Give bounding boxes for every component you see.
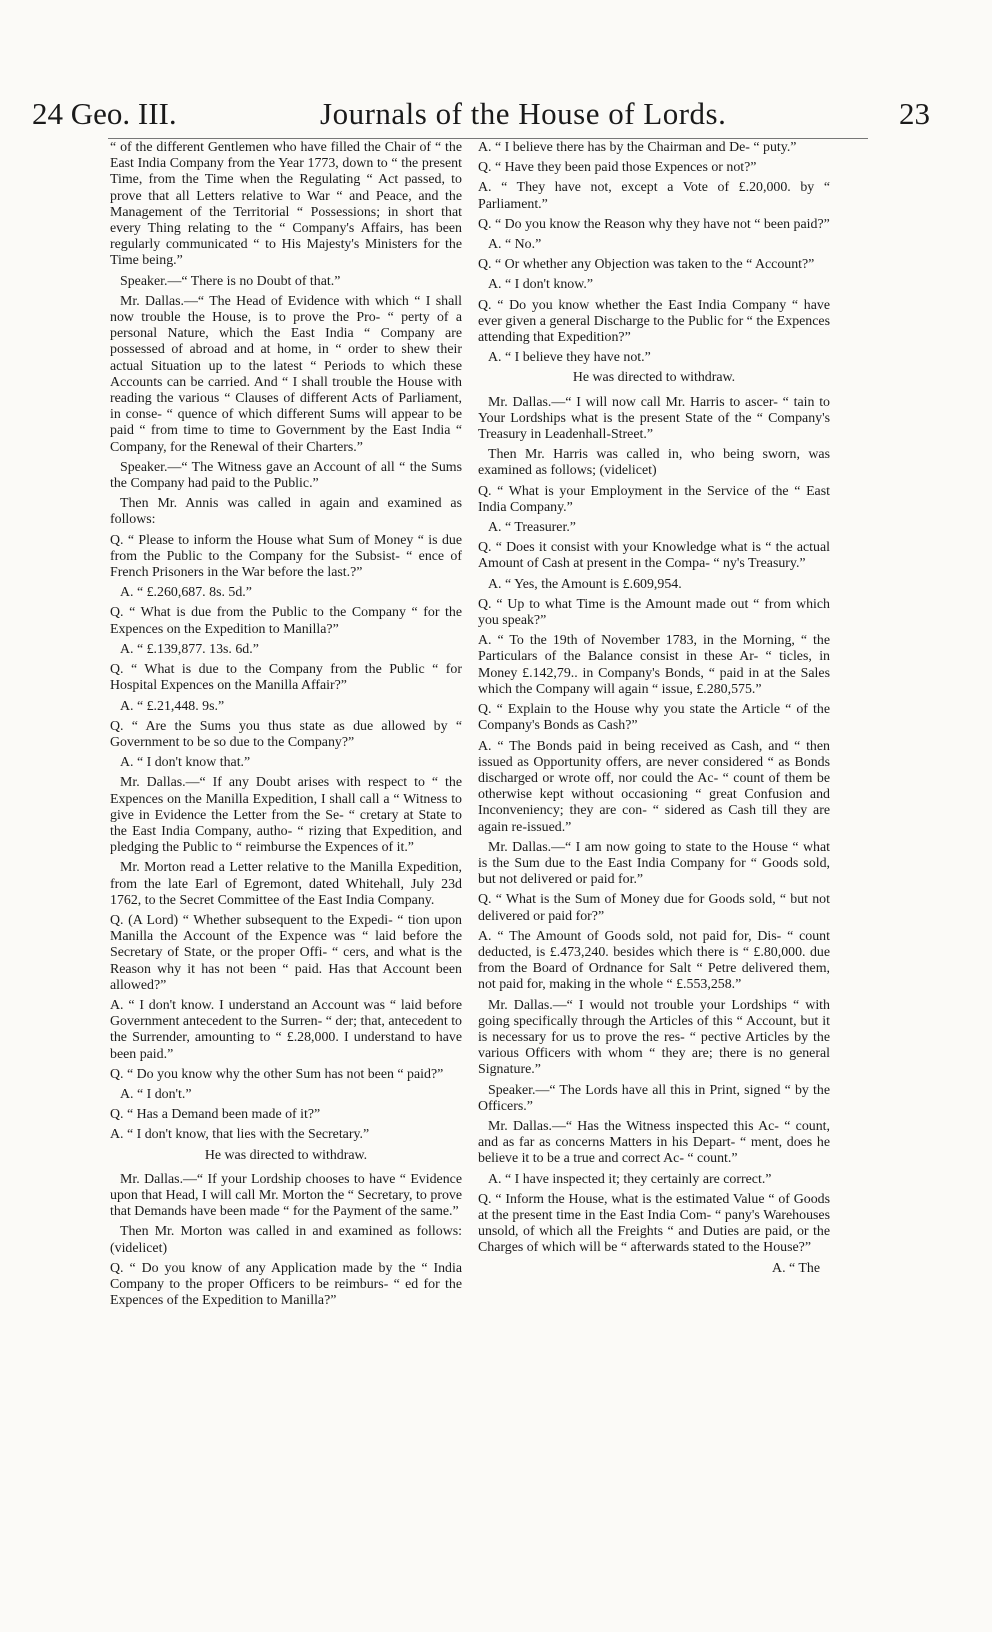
- paragraph: Mr. Dallas.—“ Has the Witness inspected this Ac- “ count, and as far as concerns Matters in his Depart- “ ment, does he believe it to be a true and correct Ac- “ count.”: [478, 1118, 830, 1167]
- answer: A. “ The Bonds paid in being received as Cash, and “ then issued as Opportunity offers, are never considered “ as Bonds discharged or wrote off, nor could the Ac- “ count of them be otherwise kept without occasioning “ great Confusion and Inconveniency; they are con- “ sidered as Cash till they are again re-issued.”: [478, 738, 830, 835]
- answer: A. “ £.21,448. 9s.”: [120, 698, 225, 714]
- answer: A. “ I have inspected it; they certainly are correct.”: [488, 1171, 772, 1187]
- page-number: 23: [899, 96, 930, 131]
- direction-note: He was directed to withdraw.: [572, 370, 736, 386]
- question: Q. “ Do you know why the other Sum has not been “ paid?”: [110, 1066, 444, 1082]
- question: Q. “ Please to inform the House what Sum of Money “ is due from the Public to the Company for the Subsist- “ ence of French Prisoners in the War before the last.?”: [110, 532, 462, 581]
- question: Q. “ What is the Sum of Money due for Goods sold, “ but not delivered or paid for?”: [478, 892, 830, 924]
- journal-title: Journals of the House of Lords.: [320, 96, 727, 131]
- paragraph: Mr. Dallas.—“ If any Doubt arises with respect to “ the Expences on the Manilla Expedition, I shall call a “ Witness to give in Evidence the Letter from the Se- “ cretary at State to the East India Company, autho- “ rizing that Expedition, and pledging the Public to “ reimburse the Expences of it.”: [110, 775, 462, 856]
- paragraph: “ of the different Gentlemen who have filled the Chair of “ the East India Company from the Year 1773, down to “ the present Time, from the Time when the Regulating “ Act passed, to prove that all Letters relative to War “ and Peace, and the Management of the Territorial “ Possessions; in short that every Thing relating to the “ Company's Affairs, has been regularly communicated “ to His Majesty's Ministers for the Time being.”: [110, 140, 462, 269]
- paragraph: Then Mr. Annis was called in again and examined as follows:: [110, 496, 462, 528]
- question: Q. “ Does it consist with your Knowledge what is “ the actual Amount of Cash at present in the Compa- “ ny's Treasury.”: [478, 540, 830, 572]
- paragraph: Speaker.—“ The Witness gave an Account of all “ the Sums the Company had paid to the Public.”: [110, 459, 462, 492]
- answer: A. “ No.”: [488, 237, 542, 253]
- question: Q. (A Lord) “ Whether subsequent to the Expedi- “ tion upon Manilla the Account of the Expence was “ laid before the Secretary of State, or the proper Offi- “ cers, and what is the Reason why it has not been “ paid. Has that Account been allowed?”: [110, 912, 462, 993]
- paragraph: Then Mr. Harris was called in, who being sworn, was examined as follows; (videlicet): [478, 447, 830, 479]
- answer: A. “ Treasurer.”: [488, 520, 576, 536]
- answer: A. “ I don't.”: [120, 1086, 192, 1102]
- catchword: A. “ The: [772, 1260, 820, 1276]
- question: Q. “ What is due from the Public to the Company “ for the Expences on the Expedition to Manilla?”: [110, 605, 462, 637]
- running-header: [30, 96, 930, 136]
- paragraph: Speaker.—“ The Lords have all this in Print, signed “ by the Officers.”: [478, 1082, 830, 1114]
- question: Q. “ Explain to the House why you state the Article “ of the Company's Bonds as Cash?”: [478, 702, 830, 734]
- answer: A. “ To the 19th of November 1783, in the Morning, “ the Particulars of the Balance consist in these Ar- “ ticles, in Money £.142,79.. in Company's Bonds, “ paid in at the Sales which the Company will again “ issue, £.280,575.”: [478, 633, 830, 697]
- answer: A. “ I don't know.”: [488, 277, 593, 293]
- answer: A. “ They have not, except a Vote of £.20,000. by “ Parliament.”: [478, 180, 830, 212]
- answer: A. “ £.260,687. 8s. 5d.”: [120, 585, 252, 601]
- answer: A. “ Yes, the Amount is £.609,954.: [488, 576, 682, 592]
- question: Q. “ What is due to the Company from the Public “ for Hospital Expences on the Manilla Affair?”: [110, 662, 462, 694]
- left-column: [110, 140, 462, 1313]
- answer: A. “ The Amount of Goods sold, not paid for, Dis- “ count deducted, is £.473,240. besides which there is “ £.80,000. due from the Board of Ordnance for Salt “ Petre delivered them, not paid for, making in the whole “ £.553,258.”: [478, 928, 830, 993]
- paragraph: Mr. Dallas.—“ The Head of Evidence with which “ I shall now trouble the House, is to prove the Pro- “ perty of a personal Nature, which the East India “ Company are possessed of abroad and at home, in “ order to shew their actual Situation up to the latest “ Periods to which these Accounts can be carried. And “ I shall trouble the House with reading the various “ Clauses of different Acts of Parliament, in conse- “ quence of which different Sums will appear to be paid “ from time to time to Government by the East India “ Company, for the Renewal of their Charters.”: [110, 293, 462, 455]
- question: Q. “ Has a Demand been made of it?”: [110, 1107, 321, 1123]
- header-rule: [108, 138, 868, 139]
- question: Q. “ Have they been paid those Expences or not?”: [478, 160, 757, 176]
- question: Q. “ Do you know whether the East India Company “ have ever given a general Discharge to the Public for “ the Expences attending that Expedition?”: [478, 297, 830, 346]
- question: Q. “ Do you know of any Application made by the “ India Company to the proper Officers to be reimburs- “ ed for the Expences of the Expedition to Manilla?”: [110, 1260, 462, 1309]
- question: Q. “ What is your Employment in the Service of the “ East India Company.”: [478, 483, 830, 515]
- answer: A. “ £.139,877. 13s. 6d.”: [120, 641, 259, 657]
- answer: A. “ I don't know that.”: [120, 755, 251, 771]
- question: Q. “ Inform the House, what is the estimated Value “ of Goods at the present time in the East India Com- “ pany's Warehouses unsold, of which all the Freights “ and Duties are paid, or the Charges of which will be “ afterwards stated to the House?”: [478, 1191, 830, 1256]
- answer: A. “ I don't know. I understand an Account was “ laid before Government antecedent to the Surren- “ der; that, antecedent to the Surrender, amounting to “ £.28,000. I understand to have been paid.”: [110, 997, 462, 1062]
- right-column: [478, 140, 830, 1291]
- paragraph: Speaker.—“ There is no Doubt of that.”: [120, 273, 341, 289]
- question: Q. “ Or whether any Objection was taken to the “ Account?”: [478, 257, 815, 273]
- answer: A. “ I believe there has by the Chairman and De- “ puty.”: [478, 140, 797, 155]
- direction-note: He was directed to withdraw.: [204, 1147, 368, 1163]
- paragraph: Mr. Dallas.—“ I will now call Mr. Harris to ascer- “ tain to Your Lordships what is the present State of the “ Company's Treasury in Leadenhall-Street.”: [478, 394, 830, 443]
- paragraph: Then Mr. Morton was called in and examined as follows: (videlicet): [110, 1224, 462, 1256]
- paragraph: Mr. Dallas.—“ If your Lordship chooses to have “ Evidence upon that Head, I will call Mr. Morton the “ Secretary, to prove that Demands have been made “ for the Payment of the same.”: [110, 1171, 462, 1220]
- answer: A. “ I believe they have not.”: [488, 350, 651, 366]
- question: Q. “ Up to what Time is the Amount made out “ from which you speak?”: [478, 596, 830, 629]
- answer: A. “ I don't know, that lies with the Secretary.”: [110, 1127, 370, 1143]
- paragraph: Mr. Dallas.—“ I would not trouble your Lordships “ with going specifically through the Articles of this “ Account, but it is necessary for us to prove the res- “ pective Articles by the various Officers with whom “ they are; there is no general Signature.”: [478, 997, 830, 1078]
- regnal-year: 24 Geo. III.: [32, 96, 177, 131]
- question: Q. “ Are the Sums you thus state as due allowed by “ Government to be so due to the Company?”: [110, 718, 462, 750]
- question: Q. “ Do you know the Reason why they have not “ been paid?”: [478, 216, 830, 232]
- paragraph: Mr. Morton read a Letter relative to the Manilla Expedition, from the late Earl of Egremont, dated Whitehall, July 23d 1762, to the Secret Committee of the East India Company.: [110, 860, 462, 908]
- paragraph: Mr. Dallas.—“ I am now going to state to the House “ what is the Sum due to the East India Company for “ Goods sold, but not delivered or paid for.”: [478, 839, 830, 888]
